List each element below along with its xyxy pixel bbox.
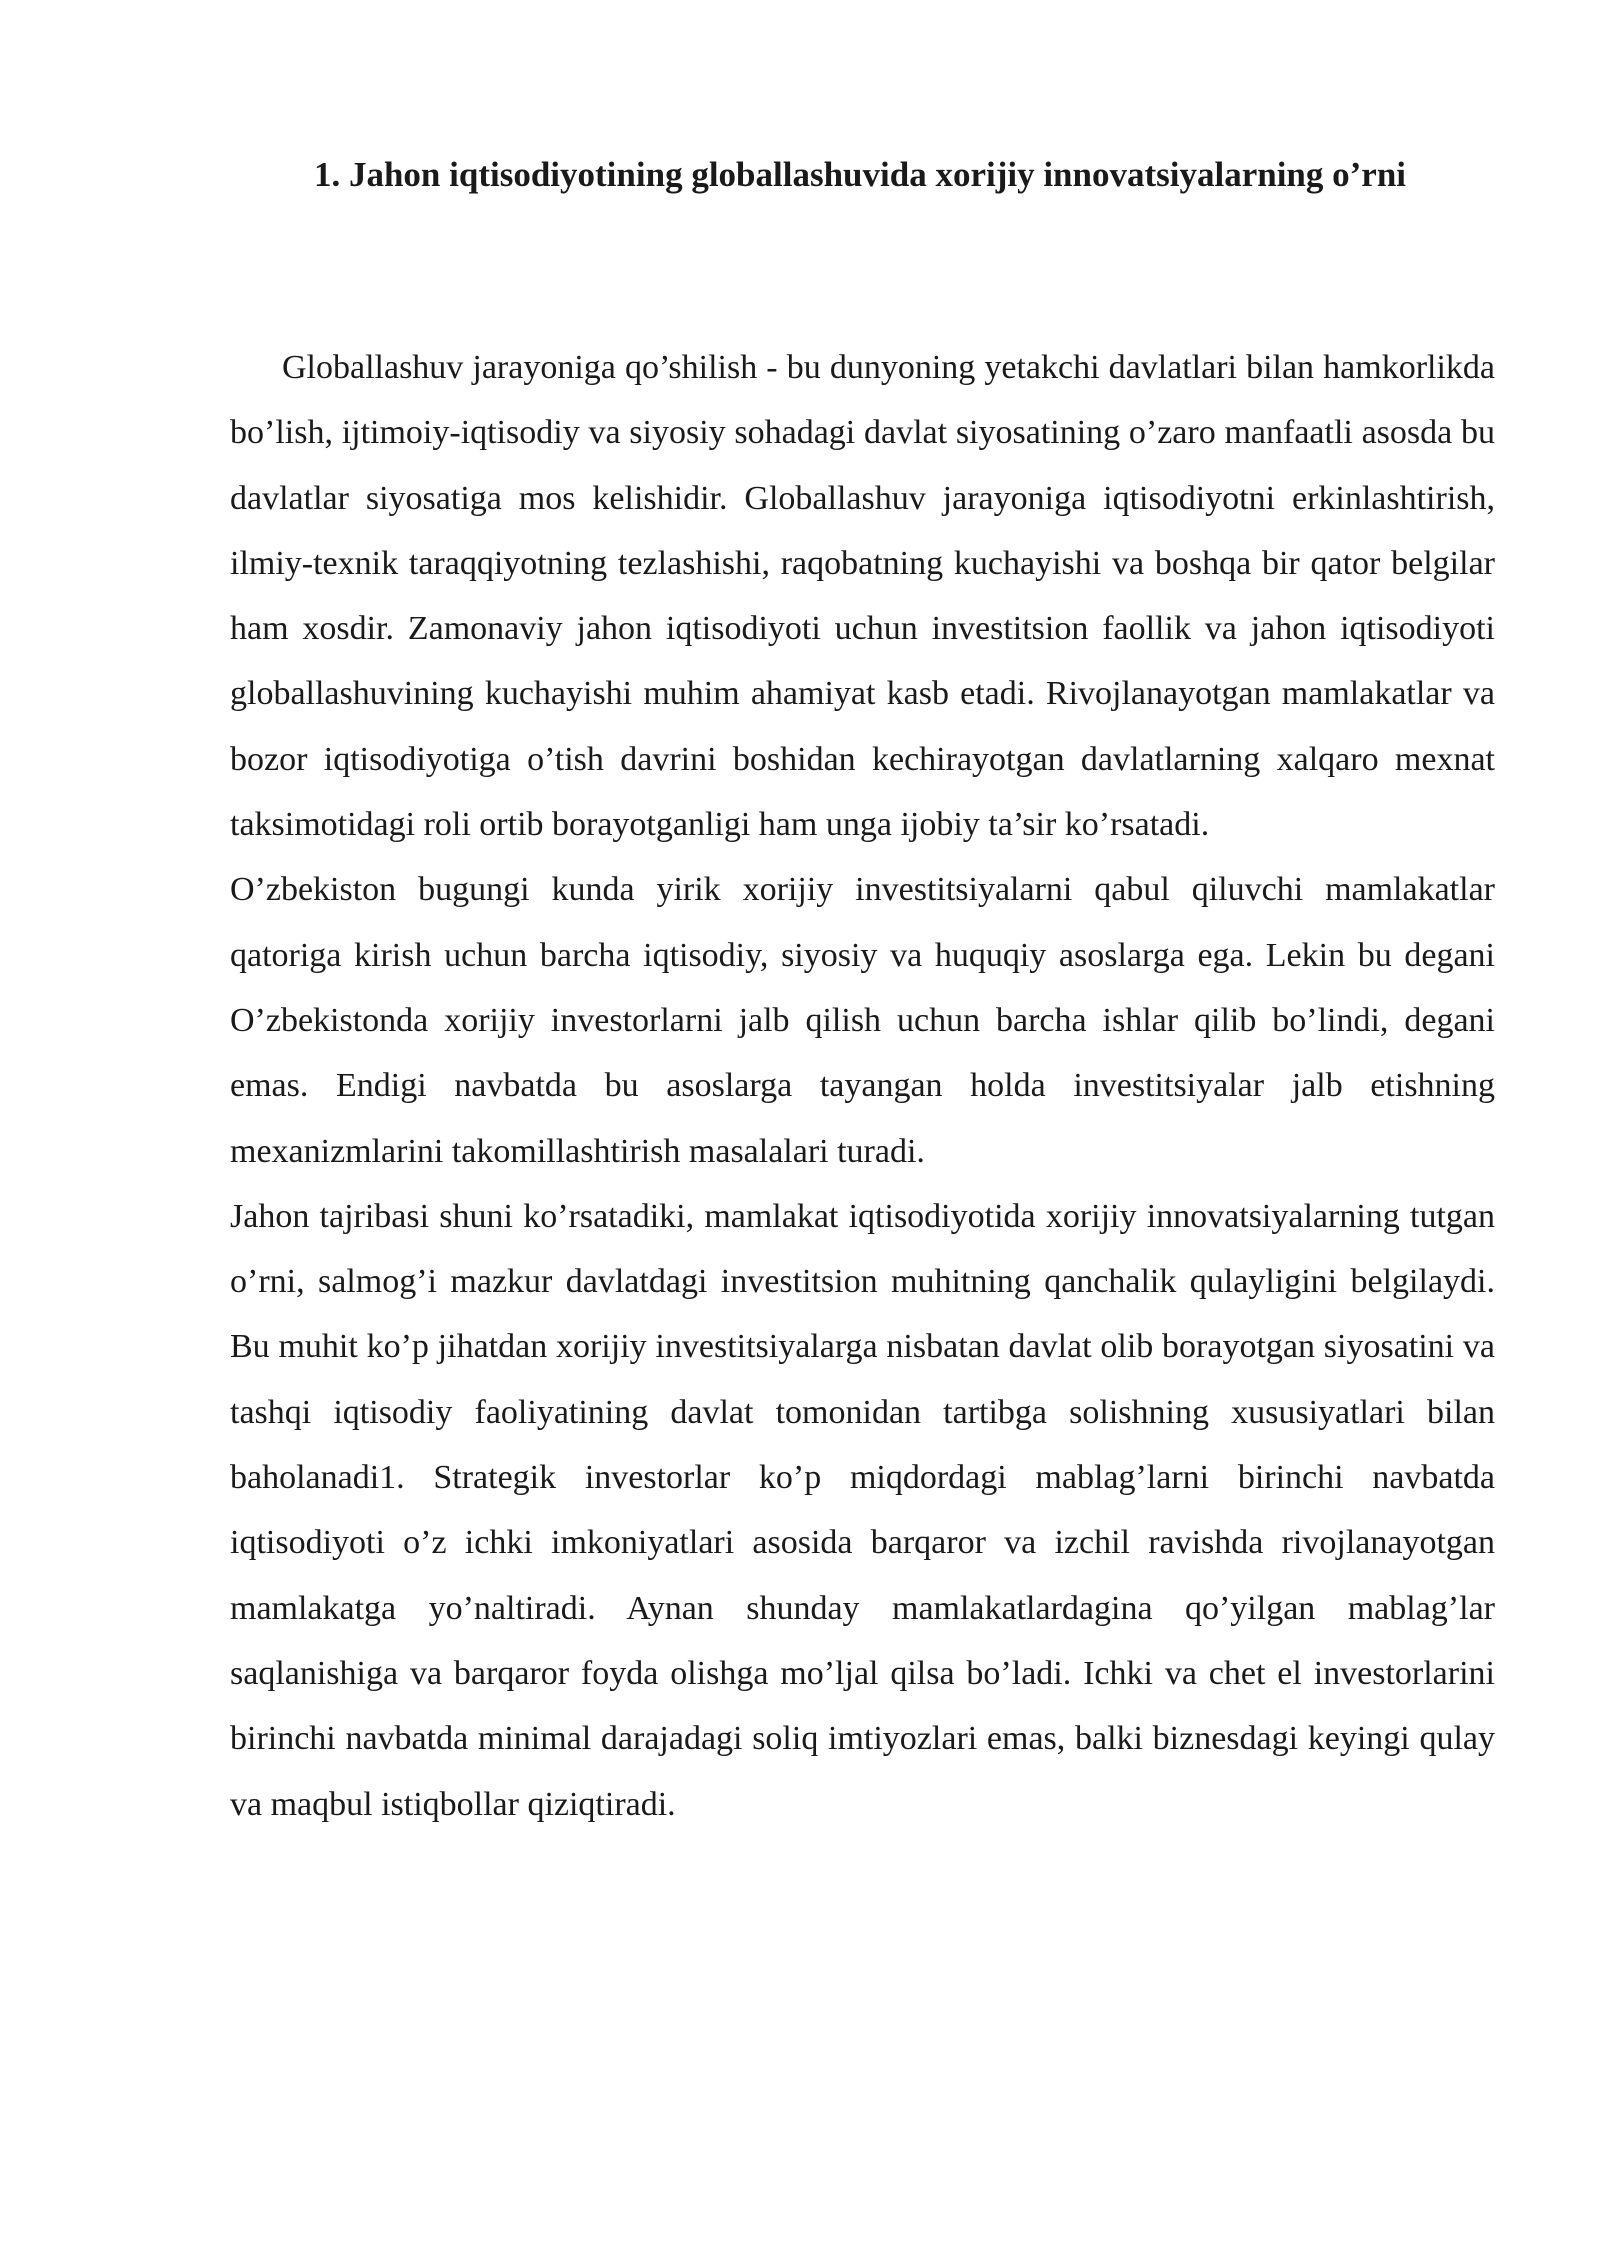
document-title: 1. Jahon iqtisodiyotining globallashuvida xorijiy innovatsiyalarning o’rni [313,155,1407,194]
document-body [230,335,1495,1837]
paragraph-globalization: Globallashuv jarayoniga qo’shilish - bu dunyoning yetakchi davlatlari bilan hamkorlikda bo’lish, ijtimoiy-iqtisodiy va siyosiy sohadagi davlat siyosatining o’zaro manfaatli asosda bu davlatlar siyosatiga mos kelishidir. Globallashuv jarayoniga iqtisodiyotni erkinlashtirish, ilmiy-texnik taraqqiyotning tezlashishi, raqobatning kuchayishi va boshqa bir qator belgilar ham xosdir. Zamonaviy jahon iqtisodiyoti uchun investitsion faollik va jahon iqtisodiyoti globallashuvining kuchayishi muhim ahamiyat kasb etadi. Rivojlanayotgan mamlakatlar va bozor iqtisodiyotiga o’tish davrini boshidan kechirayotgan davlatlarning xalqaro mexnat taksimotidagi roli ortib borayotganligi ham unga ijobiy ta’sir ko’rsatadi. [230,349,1495,844]
paragraph-world-experience: Jahon tajribasi shuni ko’rsatadiki, mamlakat iqtisodiyotida xorijiy innovatsiyalarning tutgan o’rni, salmog’i mazkur davlatdagi investitsion muhitning qanchalik qulayligini belgilaydi. Bu muhit ko’p jihatdan xorijiy investitsiyalarga nisbatan davlat olib borayotgan siyosatini va tashqi iqtisodiy faoliyatining davlat tomonidan tartibga solishning xususiyatlari bilan baholanadi1. Strategik investorlar ko’p miqdordagi mablag’larni birinchi navbatda iqtisodiyoti o’z ichki imkoniyatlari asosida barqaror va izchil ravishda rivojlanayotgan mamlakatga yo’naltiradi. Aynan shunday mamlakatlardagina qo’yilgan mablag’lar saqlanishiga va barqaror foyda olishga mo’ljal qilsa bo’ladi. Ichki va chet el investorlarini birinchi navbatda minimal darajadagi soliq imtiyozlari emas, balki biznesdagi keyingi qulay va maqbul istiqbollar qiziqtiradi. [230,1197,1495,1823]
paragraph-uzbekistan-investment: O’zbekiston bugungi kunda yirik xorijiy investitsiyalarni qabul qiluvchi mamlakatlar qatoriga kirish uchun barcha iqtisodiy, siyosiy va huquqiy asoslarga ega. Lekin bu degani O’zbekistonda xorijiy investorlarni jalb qilish uchun barcha ishlar qilib bo’lindi, degani emas. Endigi navbatda bu asoslarga tayangan holda investitsiyalar jalb etishning mexanizmlarini takomillashtirish masalalari turadi. [230,871,1495,1170]
